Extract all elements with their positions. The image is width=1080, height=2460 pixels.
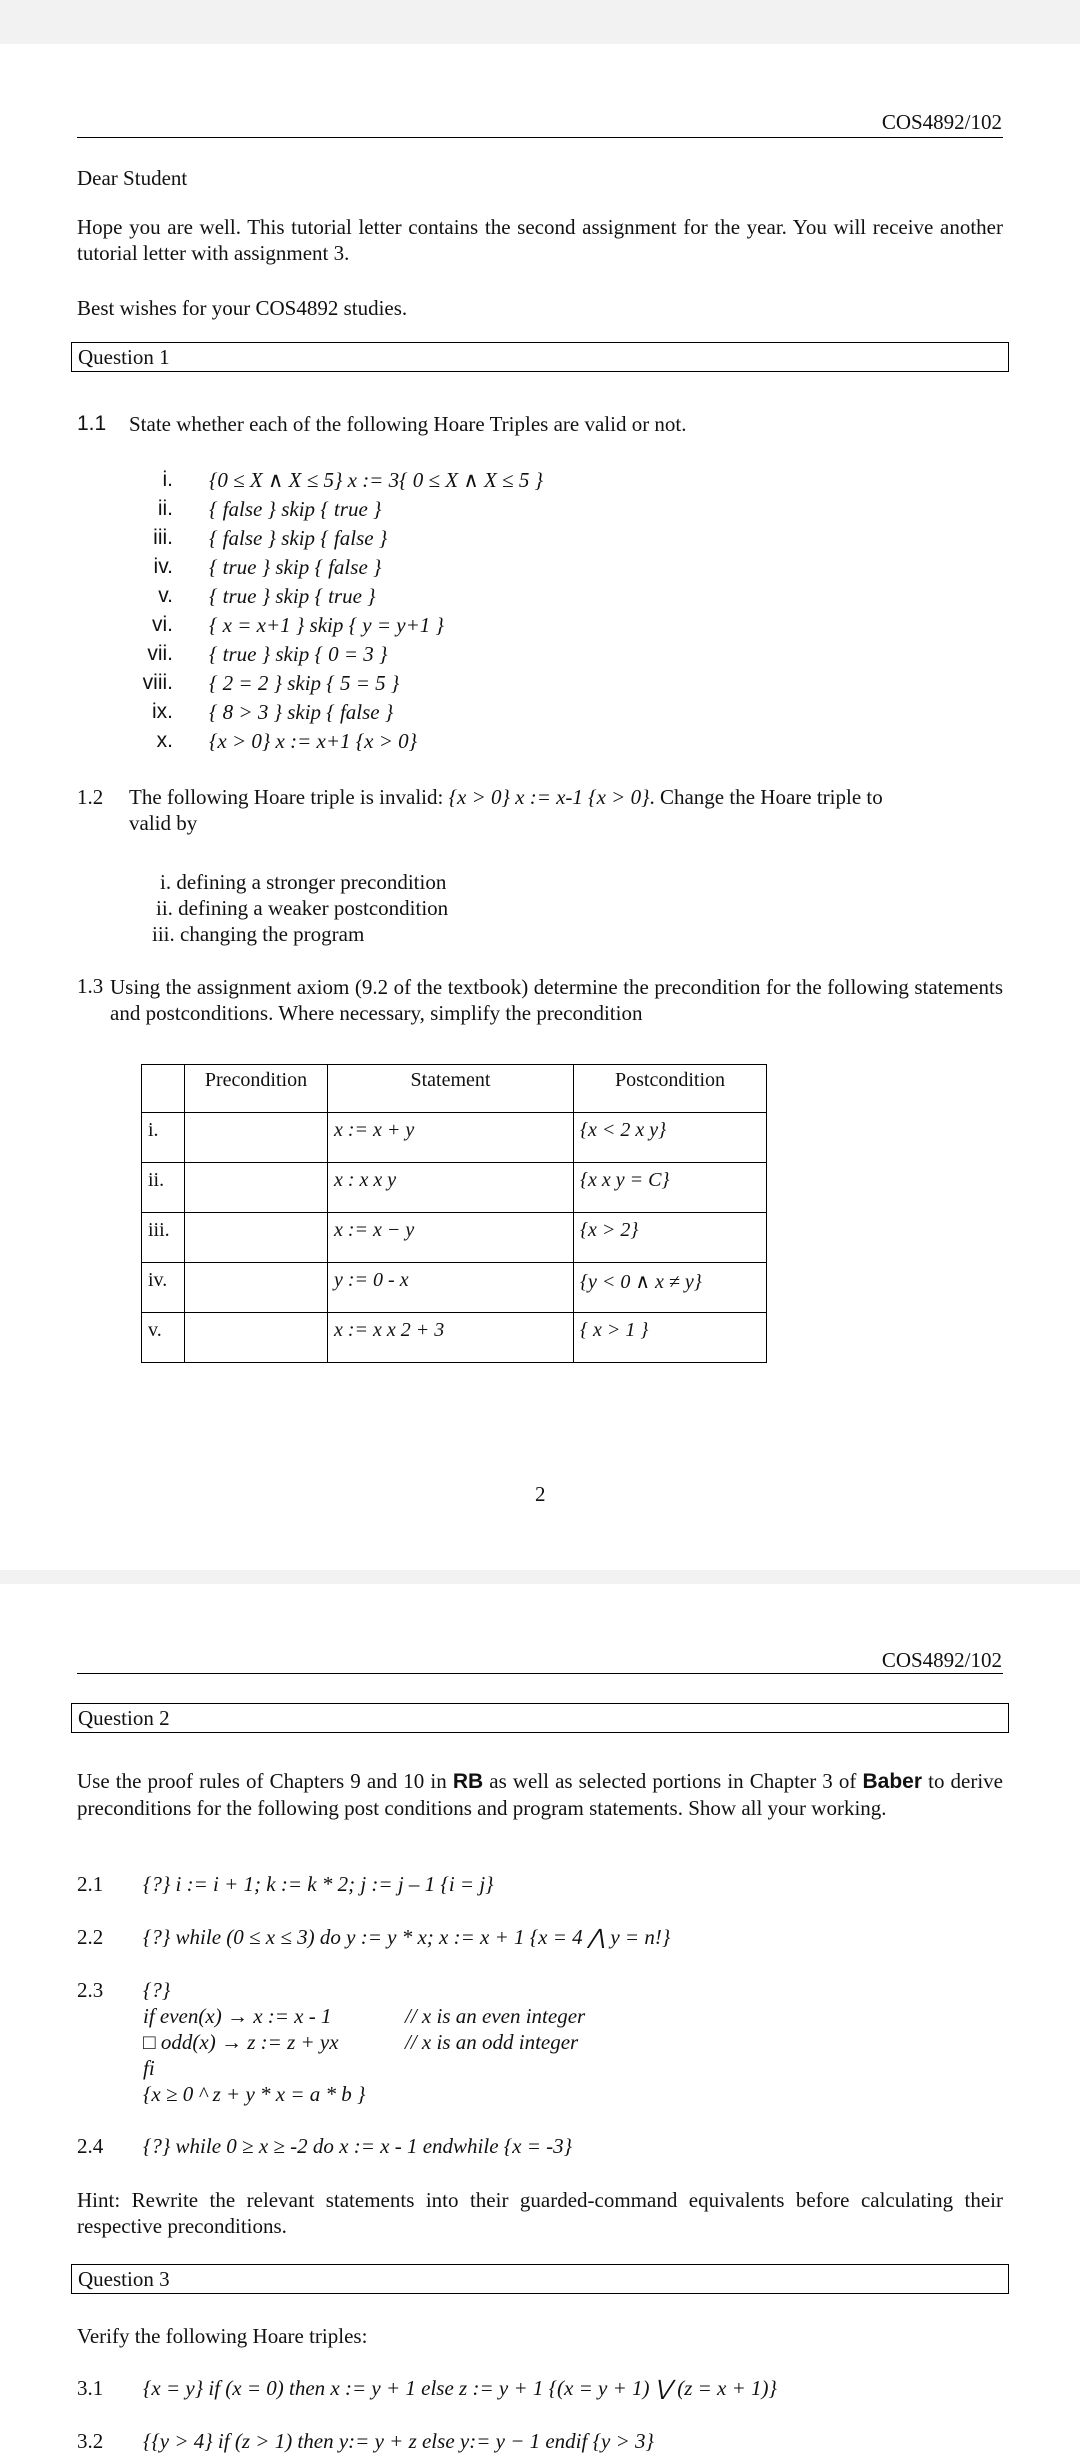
page-gap-top	[0, 0, 1080, 44]
postcondition-cell: {x < 2 x y}	[574, 1113, 767, 1163]
header-rule	[77, 137, 1003, 138]
question-3-heading: Question 3	[71, 2264, 1009, 2294]
q2-3-line: if even(x) → x := x - 1	[143, 2004, 332, 2028]
q1-1-item-number: ix.	[152, 700, 173, 723]
page-number: 2	[535, 1482, 546, 1506]
row-label: v.	[142, 1313, 185, 1363]
q1-2-text-c: valid by	[129, 811, 198, 835]
q1-1-item-triple: { true } skip { false }	[209, 555, 382, 579]
precondition-cell	[185, 1113, 328, 1163]
precondition-cell	[185, 1213, 328, 1263]
q3-1-number: 3.1	[77, 2376, 104, 2400]
table-row	[142, 1163, 767, 1213]
q1-1-item-triple: { false } skip { false }	[209, 526, 388, 550]
table-row	[142, 1113, 767, 1163]
q1-1-number: 1.1	[77, 412, 107, 435]
q1-1-item-number: viii.	[142, 671, 173, 694]
statement-cell: x : x x y	[328, 1163, 574, 1213]
q1-1-item-number: i.	[162, 468, 173, 491]
header-cell: Postcondition	[574, 1065, 767, 1113]
precondition-cell	[185, 1313, 328, 1363]
postcondition-cell: {x x y = C}	[574, 1163, 767, 1213]
precondition-cell	[185, 1163, 328, 1213]
q1-2-text-a: The following Hoare triple is invalid:	[129, 785, 449, 809]
q1-1-item-number: vii.	[147, 642, 173, 665]
page-header-code: COS4892/102	[881, 1648, 1002, 1672]
q1-1-item-triple: { 2 = 2 } skip { 5 = 5 }	[209, 671, 400, 695]
header-cell: Precondition	[185, 1065, 328, 1113]
precondition-table	[141, 1064, 767, 1363]
rb-ref: RB	[452, 1770, 484, 1793]
q2-intro-c: to derive preconditions for the following post conditions and program statements. Show all your working.	[77, 1769, 1003, 1820]
q2-intro	[77, 1768, 1003, 1821]
q1-1-item-triple: { true } skip { true }	[209, 584, 376, 608]
statement-cell: x := x + y	[328, 1113, 574, 1163]
q1-2-text-b: . Change the Hoare triple to	[649, 785, 883, 809]
q1-1-item-number: vi.	[152, 613, 173, 636]
postcondition-cell: { x > 1 }	[574, 1313, 767, 1363]
q1-3-number: 1.3	[77, 974, 104, 998]
row-label: i.	[142, 1113, 185, 1163]
table-row	[142, 1313, 767, 1363]
q1-1-item-triple: { true } skip { 0 = 3 }	[209, 642, 388, 666]
q2-3-line: {x ≥ 0 ^ z + y * x = a * b }	[143, 2082, 366, 2106]
table-header-row	[142, 1065, 767, 1113]
wishes: Best wishes for your COS4892 studies.	[77, 296, 408, 320]
statement-cell: y := 0 - x	[328, 1263, 574, 1313]
intro-paragraph: Hope you are well. This tutorial letter contains the second assignment for the year. You will receive another tutorial letter with assignment 3.	[77, 215, 1003, 265]
greeting: Dear Student	[77, 166, 188, 190]
q3-2-number: 3.2	[77, 2429, 104, 2453]
table-row	[142, 1213, 767, 1263]
q1-2-item: iii. changing the program	[152, 922, 365, 946]
q1-1-item-triple: { false } skip { true }	[209, 497, 382, 521]
page-gap	[0, 1570, 1080, 1584]
question-2-heading: Question 2	[71, 1703, 1009, 1733]
q2-3-line: {?}	[143, 1978, 171, 2002]
header-rule	[77, 1673, 1003, 1674]
baber-ref: Baber	[862, 1770, 923, 1793]
q1-1-item-number: v.	[158, 584, 173, 607]
postcondition-cell: {x > 2}	[574, 1213, 767, 1263]
q1-1-item-number: ii.	[157, 497, 173, 520]
q2-3-number: 2.3	[77, 1978, 104, 2002]
q1-1-item-triple: { 8 > 3 } skip { false }	[209, 700, 394, 724]
header-cell: Statement	[328, 1065, 574, 1113]
q1-2-item: i. defining a stronger precondition	[160, 870, 447, 894]
q2-2-text: {?} while (0 ≤ x ≤ 3) do y := y * x; x := x + 1 {x = 4 ⋀ y = n!}	[143, 1925, 671, 1949]
q2-3-comment: // x is an odd integer	[405, 2030, 579, 2054]
q1-2-triple: {x > 0} x := x-1 {x > 0}	[448, 785, 650, 809]
q2-1-number: 2.1	[77, 1872, 104, 1896]
q1-1-item-triple: { x = x+1 } skip { y = y+1 }	[209, 613, 444, 637]
q1-2-number: 1.2	[77, 785, 104, 809]
q1-1-item-triple: {0 ≤ X ∧ X ≤ 5} x := 3{ 0 ≤ X ∧ X ≤ 5 }	[209, 468, 543, 492]
q2-intro-a: Use the proof rules of Chapters 9 and 10 in	[77, 1769, 453, 1793]
hint: Hint: Rewrite the relevant statements into their guarded-command equivalents before calculating their respective preconditions.	[77, 2188, 1003, 2238]
q1-3-text: Using the assignment axiom (9.2 of the textbook) determine the precondition for the following statements and postconditions. Where necessary, simplify the precondition	[110, 975, 1003, 1025]
row-label: iii.	[142, 1213, 185, 1263]
q1-1-item-triple: {x > 0} x := x+1 {x > 0}	[209, 729, 418, 753]
q2-intro-b: as well as selected portions in Chapter 3 of	[483, 1769, 863, 1793]
table-row	[142, 1263, 767, 1313]
q2-3-line: fi	[143, 2056, 155, 2080]
q2-4-text: {?} while 0 ≥ x ≥ -2 do x := x - 1 endwhile {x = -3}	[143, 2134, 573, 2158]
row-label: iv.	[142, 1263, 185, 1313]
q3-2-text: {{y > 4} if (z > 1) then y:= y + z else y:= y − 1 endif {y > 3}	[143, 2429, 654, 2453]
q1-2-item: ii. defining a weaker postcondition	[156, 896, 449, 920]
header-cell	[142, 1065, 185, 1113]
q3-intro: Verify the following Hoare triples:	[77, 2324, 368, 2348]
postcondition-cell: {y < 0 ∧ x ≠ y}	[574, 1263, 767, 1313]
page-header-code: COS4892/102	[881, 110, 1002, 134]
q2-1-text: {?} i := i + 1; k := k * 2; j := j – 1 {i = j}	[143, 1872, 494, 1896]
q1-2-text	[129, 785, 883, 810]
q3-1-text: {x = y} if (x = 0) then x := y + 1 else z := y + 1 {(x = y + 1) ⋁ (z = x + 1)}	[143, 2376, 777, 2400]
q1-1-item-number: iii.	[153, 526, 173, 549]
statement-cell: x := x − y	[328, 1213, 574, 1263]
q2-3-comment: // x is an even integer	[405, 2004, 586, 2028]
precondition-cell	[185, 1263, 328, 1313]
q2-2-number: 2.2	[77, 1925, 104, 1949]
q1-1-text: State whether each of the following Hoare Triples are valid or not.	[129, 412, 687, 436]
q1-1-item-number: x.	[156, 729, 173, 752]
q2-3-line: □ odd(x) → z := z + yx	[143, 2030, 339, 2054]
row-label: ii.	[142, 1163, 185, 1213]
q2-4-number: 2.4	[77, 2134, 104, 2158]
statement-cell: x := x x 2 + 3	[328, 1313, 574, 1363]
question-1-heading: Question 1	[71, 342, 1009, 372]
q1-1-item-number: iv.	[153, 555, 173, 578]
